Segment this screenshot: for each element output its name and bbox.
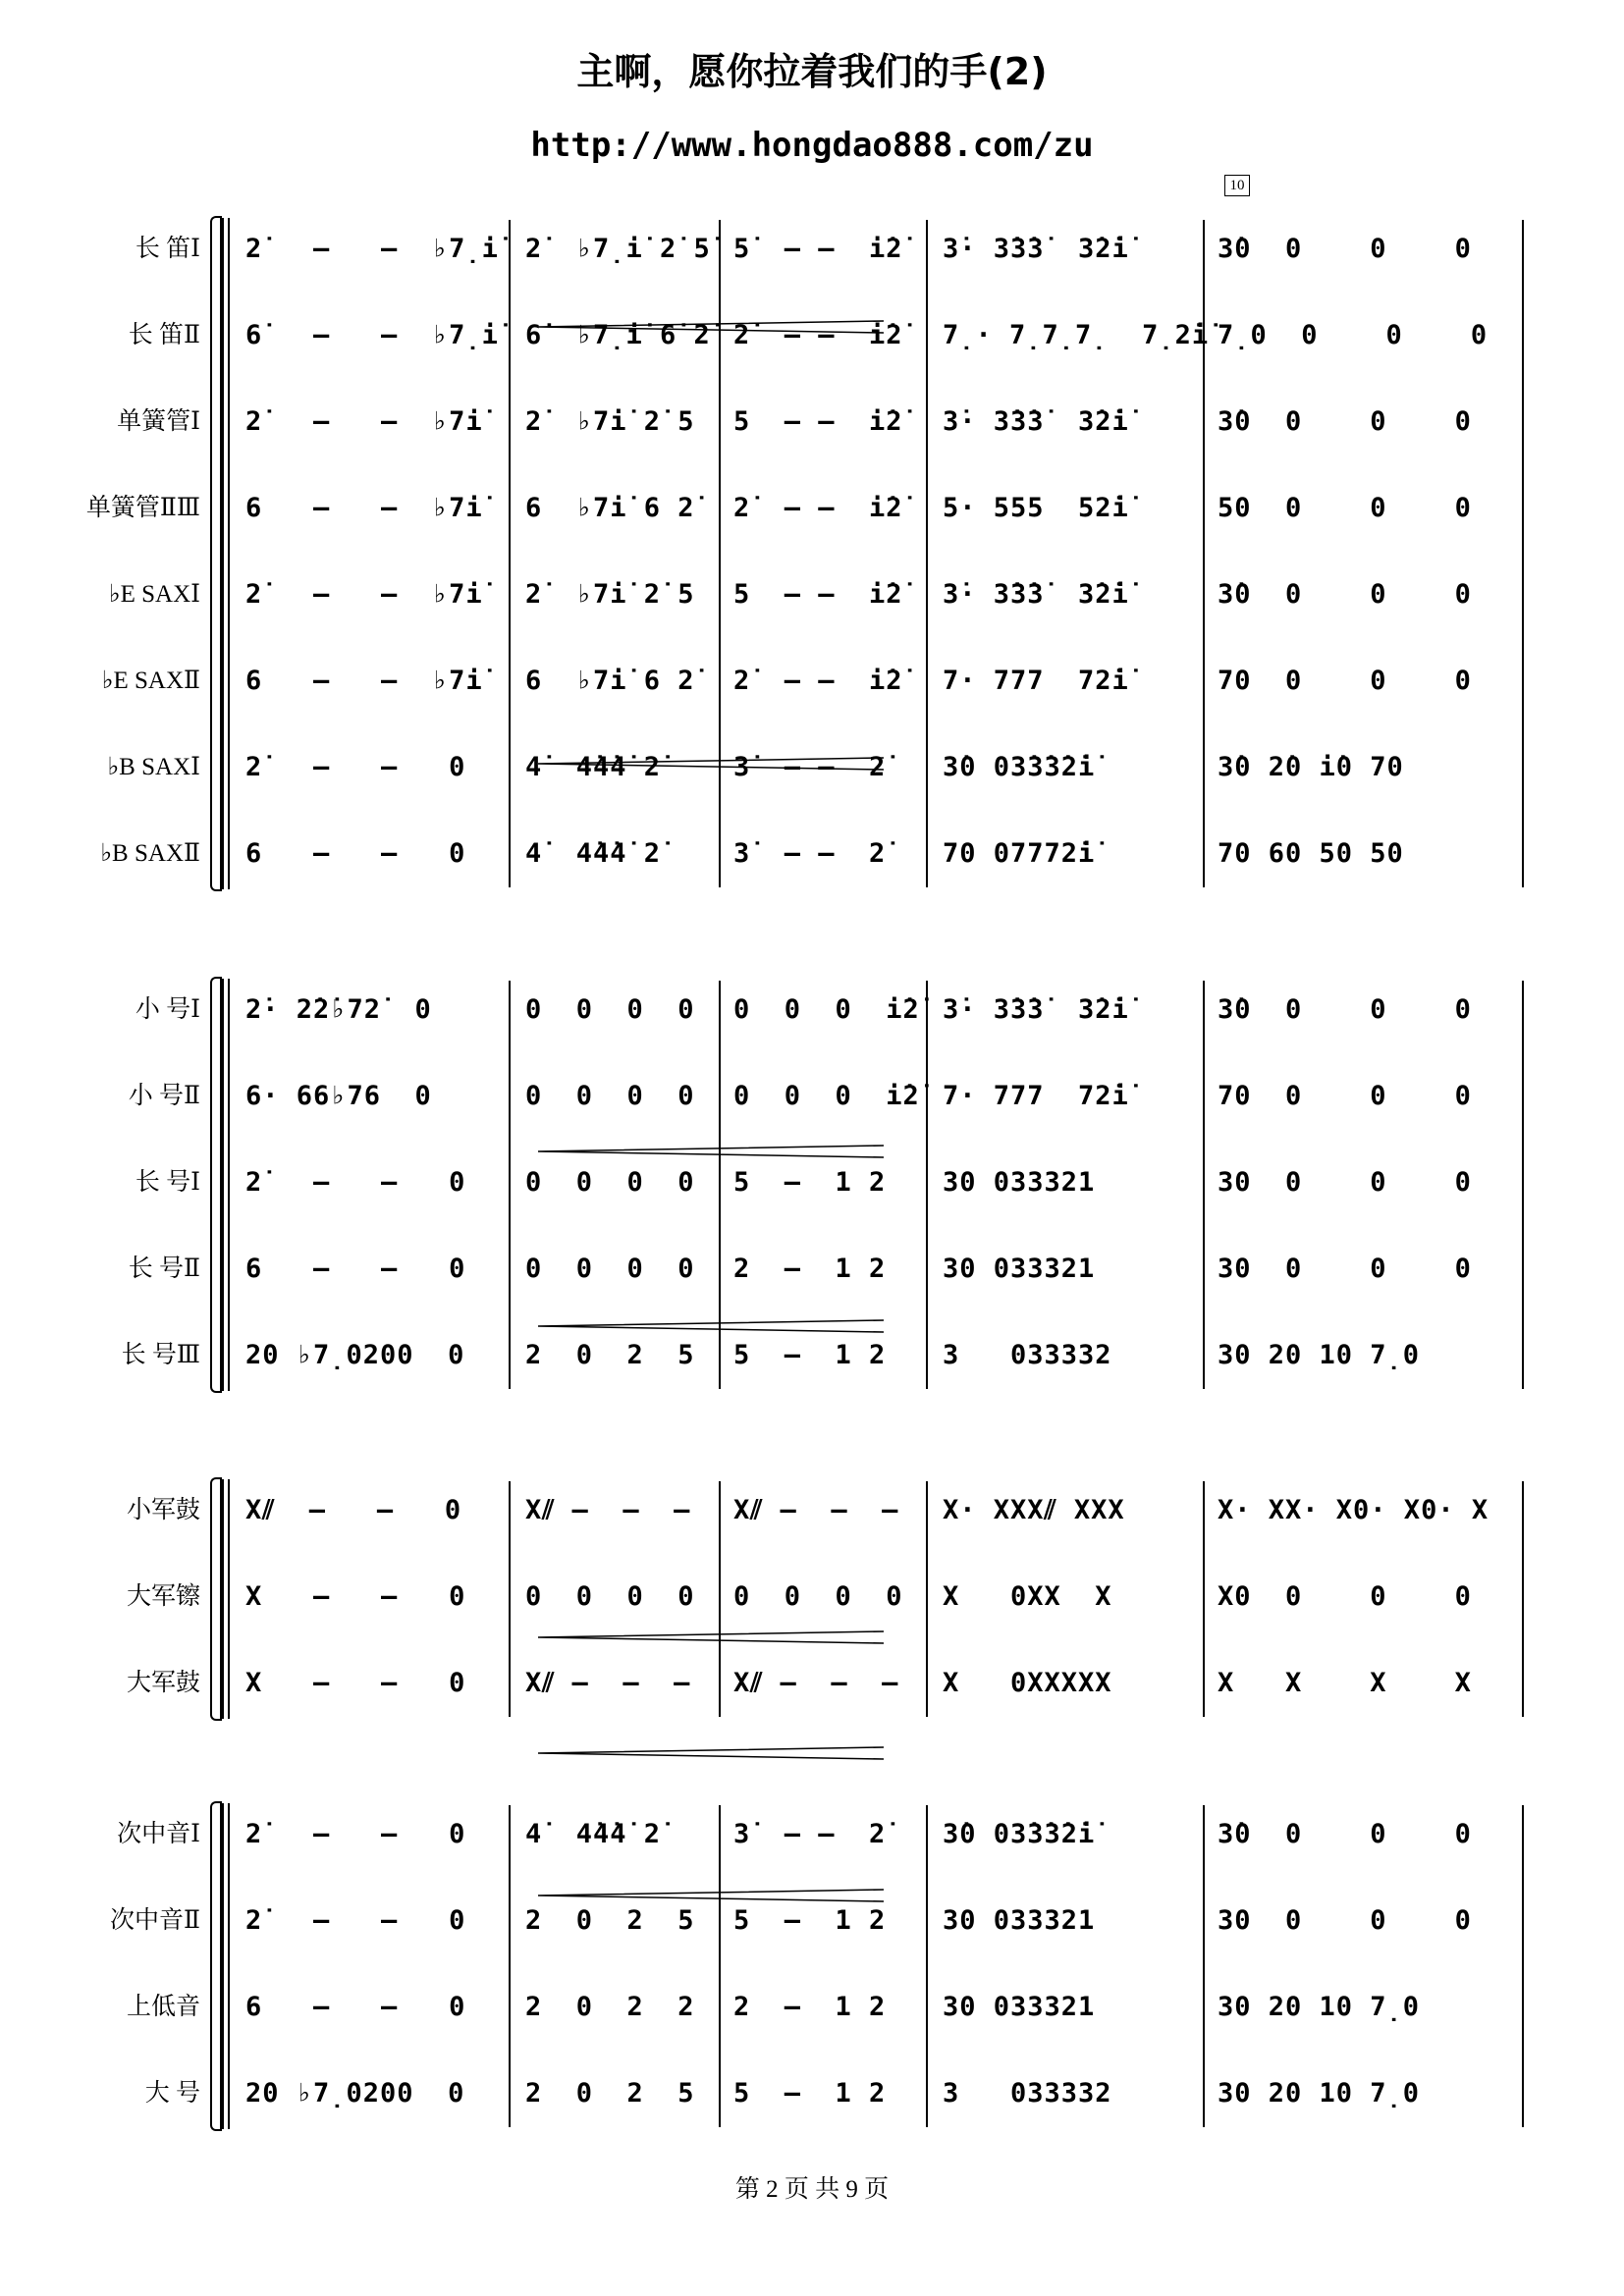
staff-row [0,1468,1624,1554]
staff-row [0,1640,1624,1727]
measure-4: 30 033321 [943,1992,1096,2022]
staff-row [0,1053,1624,1140]
measure-5: 30 20 10 7̣0 [1218,1340,1421,1370]
measure-4: 70 07772̇i̇ [943,838,1096,869]
measure-5: X X X X [1218,1668,1472,1698]
measure-3: 5 – 1 2 [733,1340,887,1370]
measure-1: 6 – – 0 [245,1992,466,2022]
measure-1: X – – 0 [245,1668,466,1698]
measure-5: 30 0 0 0 [1218,1905,1472,1936]
measure-1: 20 ♭7̣0200 0 [245,2078,465,2109]
staff-row [0,2051,1624,2137]
source-url: http://www.hongdao888.com/zu [530,126,1094,165]
instrument-name: 长 号Ⅲ [121,1342,200,1368]
measure-3: 2 – 1 2 [733,1992,887,2022]
measure-5: 30 0 0 0 [1218,1254,1472,1284]
measure-4: 3 033332 [943,1340,1112,1370]
measure-3: 0 0 0 0 [733,1581,903,1612]
measure-4: 30 033321 [943,1905,1096,1936]
measure-1: 6 – – 0 [245,838,466,869]
measure-2: 6 ♭7i̇ 6 2̇ [525,493,695,523]
staff-row [0,638,1624,724]
measure-3: 5 – 1 2 [733,1167,887,1198]
measure-2: X⫽ – – – [525,1668,691,1698]
rehearsal-mark: 10 [1224,175,1250,196]
instrument-name: 长 号Ⅱ [128,1255,200,1282]
measure-3: 5 – – i̇2̇ [733,579,903,610]
instrument-name: 长 笛Ⅰ [135,236,200,262]
instrument-name: ♭E SAXⅡ [101,667,200,694]
measure-3: 5̇ – – i̇2̇ [733,234,903,264]
measure-1: 6 – – ♭7i̇ [245,666,483,696]
measure-2: 2̇ ♭7i̇ 2̇ 5 [525,406,695,437]
crescendo-hairpin [538,1319,884,1333]
measure-5: X0 0 0 0 [1218,1581,1472,1612]
measure-1: 20 ♭7̣0200 0 [245,1340,465,1370]
measure-5: 3̇0 0 0 0 [1218,994,1472,1025]
measure-2: 6 ♭7i̇ 6 2̇ [525,666,695,696]
measure-3: X⫽ – – – [733,1495,899,1525]
measure-1: X – – 0 [245,1581,466,1612]
measure-3: X⫽ – – – [733,1668,899,1698]
instrument-name: 长 笛Ⅱ [128,322,200,348]
measure-4: X· XXX⫽ XXX [943,1495,1125,1525]
crescendo-hairpin [538,320,884,334]
measure-4: 3̇0 03̇3̇3̇2̇i̇ [943,752,1096,782]
measure-1: 6̇ – – ♭7̣i̇ [245,320,499,350]
measure-1: 2̇ – – 0 [245,1905,466,1936]
measure-1: 2̇ – – ♭7i̇ [245,579,483,610]
measure-2: 0 0 0 0 [525,1254,695,1284]
measure-5: 3̇0 0 0 0 [1218,234,1472,264]
instrument-name: 小军鼓 [126,1497,200,1523]
instrument-name: 大 号 [144,2080,200,2107]
instrument-name: 大军镲 [126,1583,200,1610]
measure-2: 2̇ ♭7̣i̇ 2̇ 5̇ [525,234,711,264]
staff-row [0,1554,1624,1640]
measure-4: 7̣· 7̣7̣7̣ 7̣2̇i̇ [943,320,1210,350]
measure-4: 3̇· 3̇3̇3̇ 3̇2̇i̇ [943,234,1129,264]
instrument-name: 长 号Ⅰ [135,1169,200,1196]
staff-row [0,206,1624,293]
crescendo-hairpin [538,1889,884,1902]
measure-1: X⫽ – – 0 [245,1495,462,1525]
measure-1: 6 – – 0 [245,1254,466,1284]
instrument-name: ♭B SAXⅡ [100,840,200,867]
measure-3: 3̇ – – 2̇ [733,752,887,782]
instrument-name: 小 号Ⅱ [128,1083,200,1109]
measure-3: 2̇ – – i̇2̇ [733,493,903,523]
measure-3: 5 – – i̇2̇ [733,406,903,437]
instrument-name: 次中音Ⅰ [117,1821,200,1847]
measure-4: 7· 777 72̇i̇ [943,666,1129,696]
staff-row [0,465,1624,552]
measure-2: 0 0 0 0 [525,1581,695,1612]
instrument-name: 大军鼓 [126,1670,200,1696]
measure-4: X 0XXXXX [943,1668,1112,1698]
measure-3: 2̇ – – i̇2̇ [733,666,903,696]
instrument-name: 单簧管Ⅰ [117,408,200,435]
measure-1: 2̇ – – 0 [245,752,466,782]
measure-3: 5 – 1 2 [733,1905,887,1936]
staff-row [0,1791,1624,1878]
measure-1: 6 – – ♭7i̇ [245,493,483,523]
measure-2: 2 0 2 5 [525,1340,695,1370]
measure-3: 2̇ – – i̇2̇ [733,320,903,350]
measure-4: 3̇· 3̇3̇3̇ 3̇2̇i̇ [943,406,1129,437]
measure-5: X· XX· X0· X0· X [1218,1495,1489,1525]
measure-3: 5 – 1 2 [733,2078,887,2109]
measure-1: 2̇ – – ♭7̣i̇ [245,234,499,264]
measure-5: 70 0 0 0 [1218,1081,1472,1111]
measure-1: 2̇ – – 0 [245,1167,466,1198]
measure-3: 3̇ – – 2̇ [733,838,887,869]
measure-5: 70 60 50 50 [1218,838,1404,869]
instrument-name: 次中音Ⅱ [110,1907,200,1934]
measure-2: 4̇ 4̇4̇4̇ 2̇ [525,838,662,869]
measure-4: 30 033321 [943,1254,1096,1284]
staff-row [0,811,1624,897]
measure-2: X⫽ – – – [525,1495,691,1525]
instrument-name: 上低音 [126,1994,200,2020]
measure-5: 70 0 0 0 [1218,666,1472,696]
instrument-name: ♭E SAXⅠ [108,581,200,608]
measure-3: 0 0 0 i̇2̇ [733,1081,920,1111]
measure-5: 3̇0 0 0 0 [1218,579,1472,610]
measure-1: 2̇· 2̇2̇♭72̇ 0 [245,994,432,1025]
measure-2: 2̇ ♭7i̇ 2̇ 5 [525,579,695,610]
measure-1: 2̇ – – ♭7i̇ [245,406,483,437]
measure-2: 2 0 2 2 [525,1992,695,2022]
crescendo-hairpin [538,1746,884,1760]
measure-2: 2 0 2 5 [525,1905,695,1936]
staff-row [0,1964,1624,2051]
measure-4: 5· 555 52̇i̇ [943,493,1129,523]
measure-5: 50 0 0 0 [1218,493,1472,523]
crescendo-hairpin [538,1145,884,1158]
instrument-name: 小 号Ⅰ [135,996,200,1023]
staff-row [0,293,1624,379]
measure-2: 4̇ 4̇4̇4̇ 2̇ [525,752,662,782]
measure-4: 3̇· 3̇3̇3̇ 3̇2̇i̇ [943,994,1129,1025]
measure-3: 0 0 0 i̇2̇ [733,994,920,1025]
measure-2: 0 0 0 0 [525,1167,695,1198]
measure-2: 0 0 0 0 [525,1081,695,1111]
measure-2: 4̇ 4̇4̇4̇ 2̇ [525,1819,662,1849]
measure-5: 3̇0 0 0 0 [1218,406,1472,437]
measure-5: 30 20 10 7̣0 [1218,1992,1421,2022]
measure-5: 30 0 0 0 [1218,1167,1472,1198]
crescendo-hairpin [538,1630,884,1644]
staff-row [0,1226,1624,1312]
staff-row [0,379,1624,465]
page-footer: 第 2 页 共 9 页 [734,2176,890,2203]
measure-4: 3 033332 [943,2078,1112,2109]
measure-5: 3̇0 0 0 0 [1218,1819,1472,1849]
measure-1: 6· 66♭76 0 [245,1081,432,1111]
measure-3: 2 – 1 2 [733,1254,887,1284]
measure-5: 3̇0 2̇0 i̇0 70 [1218,752,1404,782]
crescendo-hairpin [538,757,884,771]
measure-5: 7̣0 0 0 0 [1218,320,1489,350]
measure-1: 2̇ – – 0 [245,1819,466,1849]
page-title: 主啊，愿你拉着我们的手(2) [576,50,1048,93]
staff-row [0,967,1624,1053]
measure-3: 3̇ – – 2̇ [733,1819,887,1849]
instrument-name: 单簧管ⅡⅢ [85,495,200,521]
measure-4: 30 033321 [943,1167,1096,1198]
staff-row [0,552,1624,638]
measure-4: X 0XX X [943,1581,1112,1612]
instrument-name: ♭B SAXⅠ [107,754,200,780]
measure-2: 2 0 2 5 [525,2078,695,2109]
measure-2: 6̇ ♭7̣i̇ 6̇ 2̇ [525,320,711,350]
measure-2: 0 0 0 0 [525,994,695,1025]
measure-4: 3̇0 03̇3̇3̇2̇i̇ [943,1819,1096,1849]
measure-4: 7· 777 72̇i̇ [943,1081,1129,1111]
measure-5: 30 20 10 7̣0 [1218,2078,1421,2109]
measure-4: 3̇· 3̇3̇3̇ 3̇2̇i̇ [943,579,1129,610]
